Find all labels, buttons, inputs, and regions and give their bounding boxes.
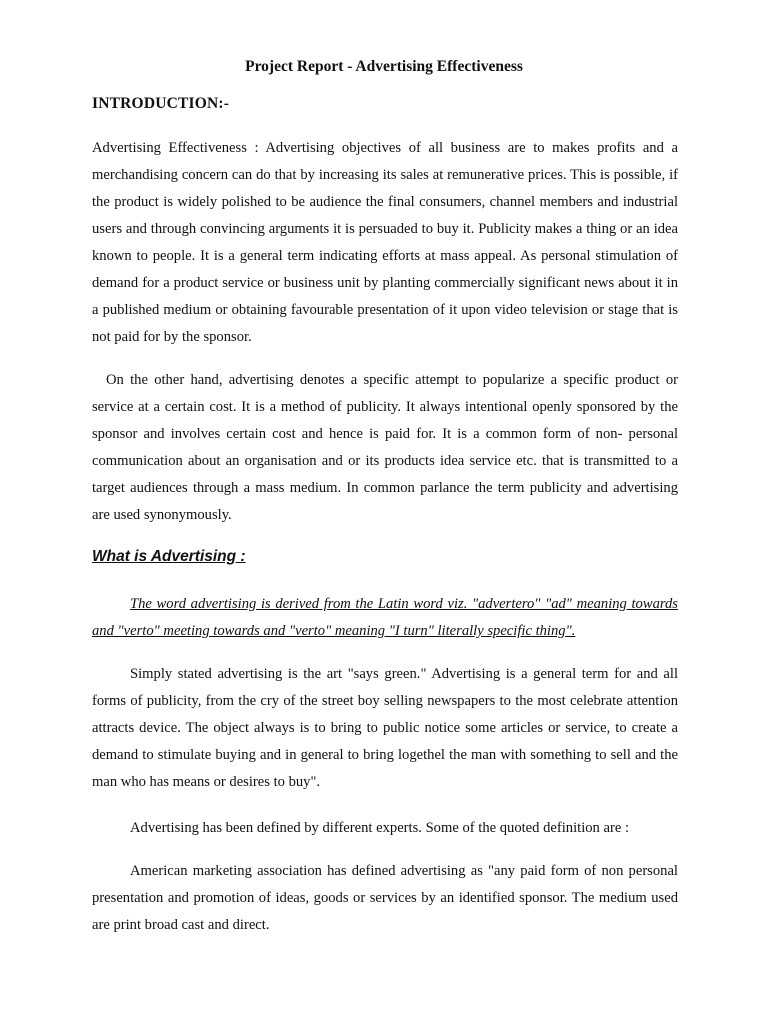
paragraph-definitions-intro: Advertising has been defined by different experts. Some of the quoted definition are : [130, 820, 630, 836]
paragraph-advertising-definition: On the other hand, advertising denotes a specific attempt to popularize a specific product or service at a certain cost. It is a method of publicity. It always intentional openly sponsored by the sponsor and involves certain cost and hence is paid for. It is a common form of non- personal communication about an organisation and or its products idea service etc. that is transmitted to a target audiences through a mass medium. In common parlance the term publicity and advertising are used synonymously. [92, 372, 678, 523]
paragraph-intro: Advertising Effectiveness : Advertising objectives of all business are to makes profits and a merchandising concern can do that by increasing its sales at remunerative prices. This is possible, if the product is widely polished to be audience the final consumers, channel members and industrial users and through convincing arguments it is persuaded to buy it. Publicity makes a thing or an idea known to people. It is a general term indicating efforts at mass appeal. As personal stimulation of demand for a product service or business unit by planting commercially significant news about it in a published medium or obtaining favourable presentation of it upon video television or stage that is not paid for by the sponsor. [92, 140, 678, 345]
subheading-what-is-advertising: What is Advertising : [92, 548, 246, 565]
document-title: Project Report - Advertising Effectiveness [245, 58, 523, 75]
paragraph-simply-stated: Simply stated advertising is the art "says green." Advertising is a general term for and all forms of publicity, from the cry of the street boy selling newspapers to the most celebrate attention attracts device. The object always is to bring to public notice some articles or service, to create a demand to stimulate buying and in general to bring logethel the man with something to sell and the man who has means or desires to buy". [92, 666, 678, 790]
quote-etymology: The word advertising is derived from the Latin word viz. "advertero" "ad" meaning towards and "verto" meeting towards and "verto" meaning "I turn" literally specific thing". [92, 596, 678, 639]
section-heading: INTRODUCTION:- [92, 95, 230, 112]
paragraph-ama-definition: American marketing association has defined advertising as "any paid form of non personal presentation and promotion of ideas, goods or services by an identified sponsor. The medium used are print broad cast and direct. [92, 863, 678, 933]
